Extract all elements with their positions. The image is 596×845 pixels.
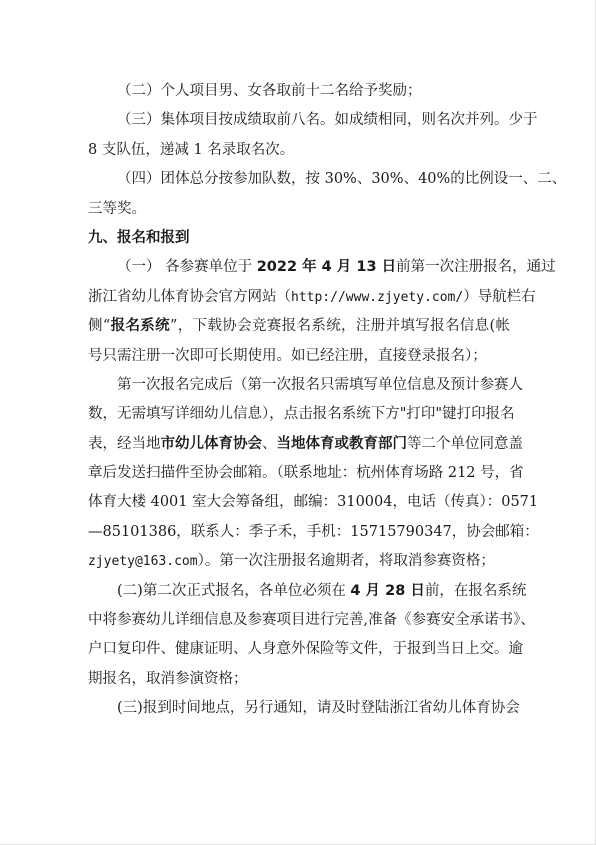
section-title: 九、报名和报到 xyxy=(88,229,190,246)
checkin-line xyxy=(88,694,520,723)
system-name: 报名系统 xyxy=(110,318,170,335)
contact-phone-line xyxy=(88,488,539,517)
text-span: 号只需注册一次即可长期使用。如已经注册，直接登录报名）； xyxy=(88,347,487,364)
contact-person-line xyxy=(88,518,539,547)
second-registration-docs-line xyxy=(88,606,535,635)
text-span: （三）集体项目按成绩取前八名。如成绩相同，则名次并列。少于 xyxy=(117,112,538,129)
text-span: 浙江省幼儿体育协会官方网站（ xyxy=(88,288,291,305)
award-team-line xyxy=(88,106,538,135)
registration-first-line xyxy=(88,253,556,282)
text-span: ”，下载协会竞赛报名系统，注册并填写报名信息(帐 xyxy=(170,318,510,335)
text-span: 三等奖。 xyxy=(88,200,146,217)
contact-email-line xyxy=(88,547,510,576)
text-span: (二)第二次正式报名，各单位必须在 xyxy=(117,582,351,599)
registration-website-line xyxy=(88,283,536,312)
text-span: 章后发送扫描件至协会邮箱。（联系地址：杭州体育场路 212 号，省 xyxy=(88,465,524,482)
award-team-line-cont xyxy=(88,136,510,165)
text-span: 表，经当地 xyxy=(88,435,161,452)
text-span: 体育大楼 4001 室大会筹备组，邮编：310004，电话（传真）：0571 xyxy=(88,494,539,511)
second-deadline-date: 4 月 28 日 xyxy=(350,582,425,599)
text-span: 等二个单位同意盖 xyxy=(407,435,523,452)
text-span: 侧“ xyxy=(88,318,111,335)
award-individual-line xyxy=(88,77,510,106)
award-group-line-cont xyxy=(88,195,510,224)
text-span: 数，无需填写详细幼儿信息），点击报名系统下方"打印"键打印报名 xyxy=(88,406,515,423)
text-span: —85101386，联系人：季子禾，手机：15715790347，协会邮箱： xyxy=(88,523,539,540)
text-span: （二）个人项目男、女各取前十二名给予奖励； xyxy=(117,83,422,99)
local-department: 当地体育或教育部门 xyxy=(276,435,407,452)
second-registration-line xyxy=(88,577,527,606)
text-span: 期报名，取消参演资格； xyxy=(88,670,248,687)
first-registration-line xyxy=(88,371,523,400)
second-registration-late-line xyxy=(88,665,510,694)
approval-line xyxy=(88,430,523,459)
city-association: 市幼儿体育协会 xyxy=(160,435,262,452)
registration-account-line xyxy=(88,342,510,371)
first-registration-print-line xyxy=(88,400,515,429)
text-span: ）。第一次注册报名逾期者，将取消参赛资格； xyxy=(197,553,495,570)
email-address: zjyety@163.com xyxy=(88,554,198,570)
text-span: 8 支队伍，递减 1 名录取名次。 xyxy=(88,141,295,158)
text-span: （四）团体总分按参加队数，按 30%、30%、40%的比例设一、二、 xyxy=(117,171,567,188)
document-body xyxy=(88,77,567,724)
text-span: 前第一次注册报名，通过 xyxy=(396,259,556,276)
website-url: http://www.zjyety.com/ xyxy=(291,289,464,305)
award-group-line xyxy=(88,165,567,194)
text-span: 前，在报名系统 xyxy=(424,582,527,599)
text-span: 中将参赛幼儿详细信息及参赛项目进行完善,准备《参赛安全承诺书》、 xyxy=(88,612,535,629)
text-span: 户口复印件、健康证明、人身意外保险等文件，于报到当日上交。逾 xyxy=(88,641,523,658)
text-span: （一） 各参赛单位于 xyxy=(117,259,257,276)
contact-address-line xyxy=(88,459,524,488)
text-span: ）导航栏右 xyxy=(463,288,536,305)
deadline-date: 2022 年 4 月 13 日 xyxy=(256,259,397,276)
text-span: 、 xyxy=(262,435,277,452)
second-registration-files-line xyxy=(88,635,523,664)
section-heading xyxy=(88,224,510,253)
registration-system-line xyxy=(88,312,510,341)
text-span: (三)报到时间地点，另行通知，请及时登陆浙江省幼儿体育协会 xyxy=(117,700,520,717)
text-span: 第一次报名完成后（第一次报名只需填写单位信息及预计参赛人 xyxy=(117,376,523,393)
